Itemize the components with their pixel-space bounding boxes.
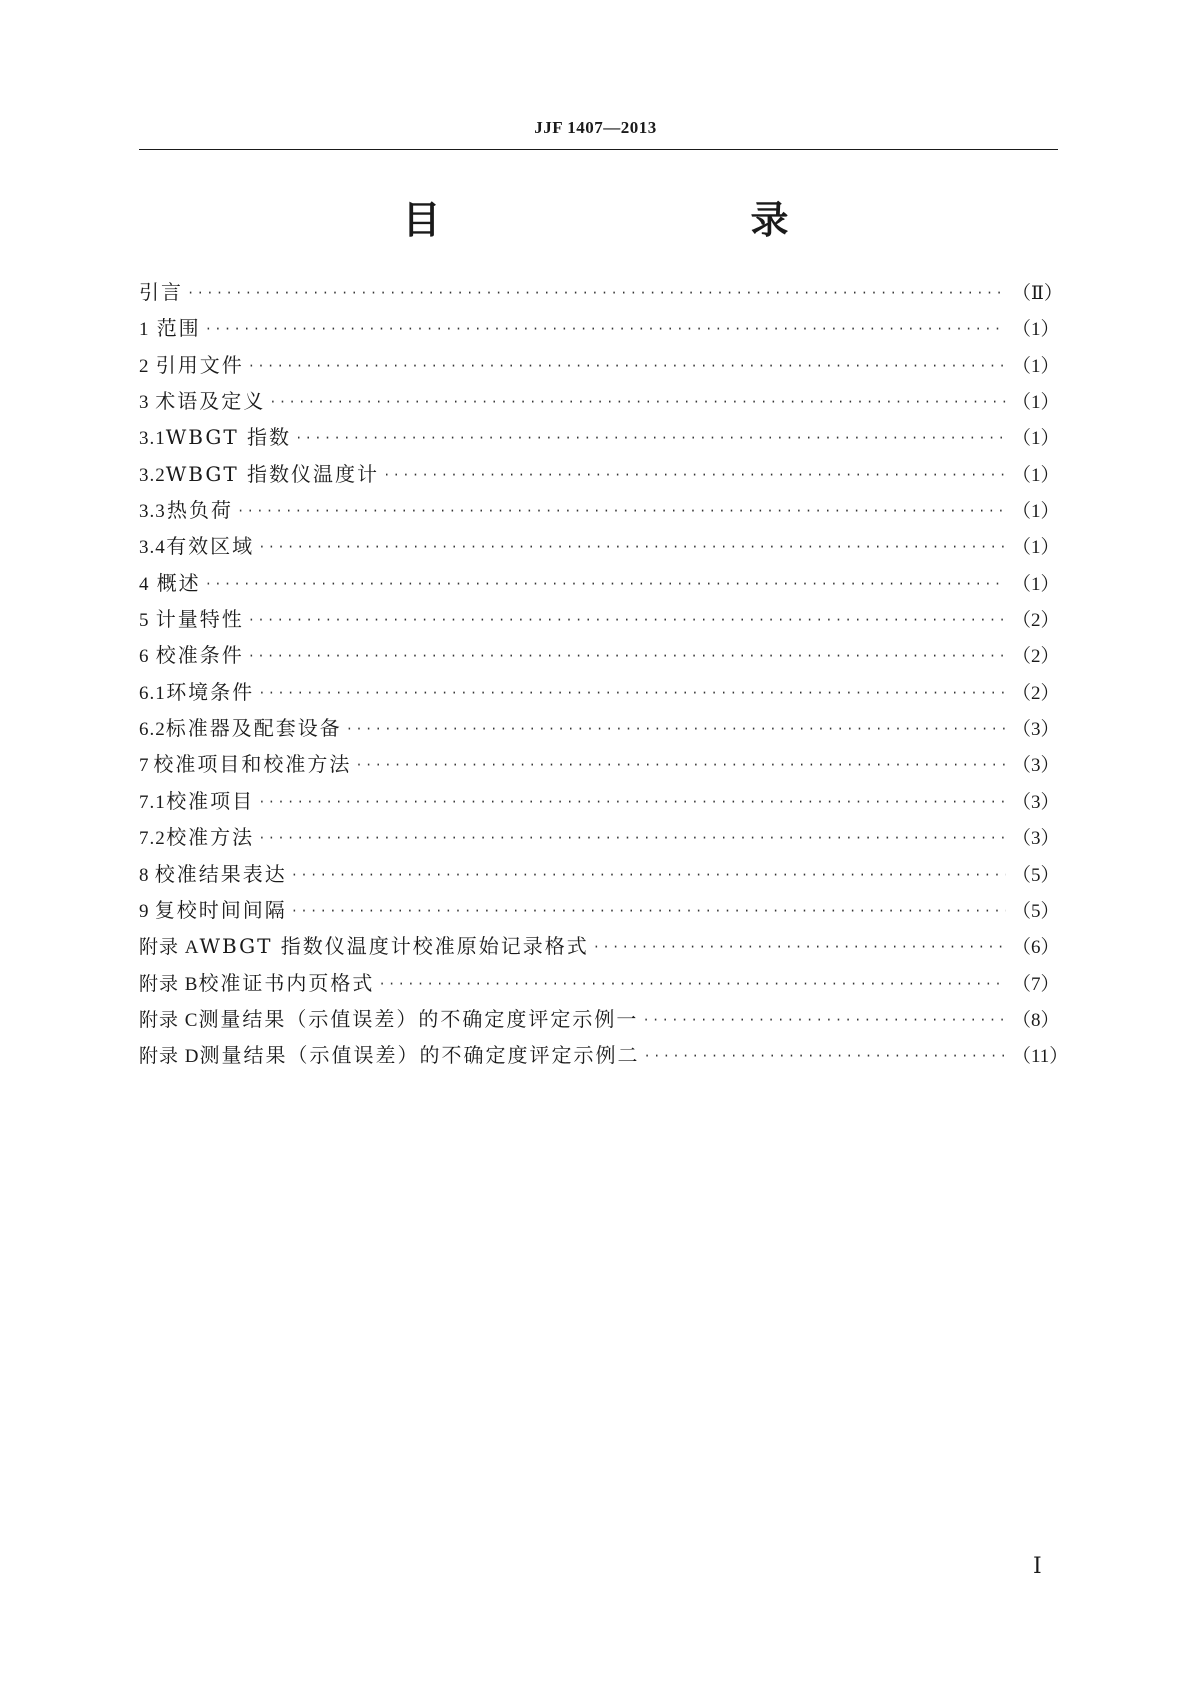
toc-entry-title: 校准项目和校准方法 [153,752,352,777]
toc-entry-title: 计量特性 [155,607,244,632]
toc-entry-page: （1） [1012,464,1060,486]
dot-leader [291,904,1006,918]
dot-leader [593,940,1006,954]
toc-entry-title: 环境条件 [166,679,255,704]
dot-leader [378,977,1006,991]
page-number: Ⅰ [1033,1553,1042,1578]
document-code: JJF 1407—2013 [534,118,657,137]
dot-leader [258,686,1006,700]
toc-entry-title: 校准项目 [166,788,255,813]
toc-entry-title: 校准条件 [155,643,244,668]
toc-entry-page: （1） [1012,573,1060,595]
toc-entry-title: 有效区域 [166,534,255,559]
toc-entry-title: 校准结果表达 [154,861,287,886]
toc-entry-number: 附录 D [139,1046,200,1068]
toc-entry[interactable] [139,567,1058,603]
toc-entry[interactable] [139,676,1058,712]
toc-entry[interactable] [139,421,1058,457]
toc-entry-page: （6） [1012,937,1060,959]
toc-entry-page: （1） [1012,537,1060,559]
toc-entry-number: 4 [139,573,150,595]
toc-entry[interactable] [139,639,1058,675]
toc-entry[interactable] [139,930,1058,966]
toc-entry-number: 5 [139,610,150,632]
toc-entry-number: 8 [139,864,150,886]
dot-leader [205,322,1006,336]
toc-entry-title: 引言 [139,280,183,304]
toc-entry-page: （2） [1012,610,1060,632]
toc-entry-number: 附录 A [139,937,200,959]
toc-entry-title: 校准方法 [166,825,255,850]
toc-entry-page: （1） [1012,501,1060,523]
dot-leader [248,359,1006,373]
page-title: 目 录 [402,198,867,242]
toc-entry-page: （3） [1012,828,1060,850]
dot-leader [205,577,1006,591]
dot-leader [355,758,1006,772]
toc-entry-page: （1） [1012,392,1060,414]
dot-leader [643,1049,1006,1063]
toc-entry[interactable] [139,458,1058,494]
toc-entry-number: 附录 B [139,973,199,995]
toc-entry-page: （Ⅱ） [1012,283,1063,304]
dot-leader [269,395,1006,409]
toc-entry-page: （5） [1012,900,1060,922]
dot-leader [642,1013,1006,1027]
toc-entry-page: （1） [1012,355,1060,377]
toc-entry-page: （8） [1012,1009,1060,1031]
toc-entry[interactable] [139,349,1058,385]
toc-entry-number: 附录 C [139,1009,199,1031]
header-rule [139,149,1058,150]
toc-entry-number: 7.1 [139,791,166,813]
toc-entry-number: 6.2 [139,719,166,741]
dot-leader [248,649,1006,663]
toc-entry-number: 2 [139,355,150,377]
toc-entry-number: 3.4 [139,537,166,559]
toc-entry[interactable] [139,821,1058,857]
toc-entry[interactable] [139,312,1058,348]
toc-entry-page: （5） [1012,864,1060,886]
dot-leader [248,613,1006,627]
dot-leader [258,540,1006,554]
toc-entry-title: 范围 [156,316,201,341]
toc-entry-page: （1） [1012,428,1060,450]
toc-entry[interactable] [139,494,1058,530]
toc-entry-number: 3 [139,392,150,414]
toc-entry-title: 测量结果（示值误差）的不确定度评定示例二 [199,1043,640,1068]
toc-entry-page: （1） [1012,319,1060,341]
toc-entry-number: 3.1 [139,428,166,450]
toc-entry-number: 6.1 [139,682,166,704]
dot-leader [291,868,1006,882]
toc-entry-title: WBGT 指数 [165,425,292,450]
toc-entry-page: （3） [1012,719,1060,741]
toc-entry-title: 复校时间间隔 [154,897,287,922]
toc-entry-number: 7 [139,755,150,777]
toc-entry-number: 9 [139,900,150,922]
toc-entry[interactable] [139,894,1058,930]
toc-entry[interactable] [139,785,1058,821]
toc-entry[interactable] [139,858,1058,894]
toc-entry[interactable] [139,967,1058,1003]
toc-entry-page: （2） [1012,682,1060,704]
toc-entry-title: 校准证书内页格式 [198,970,375,995]
toc-entry-page: （7） [1012,973,1060,995]
toc-entry-page: （2） [1012,646,1060,668]
dot-leader [295,431,1006,445]
toc-entry-title: 术语及定义 [155,389,266,414]
toc-entry-number: 3.3 [139,501,166,523]
toc-entry[interactable] [139,1003,1058,1039]
toc-entry-page: （11） [1012,1046,1069,1068]
toc-entry[interactable] [139,530,1058,566]
toc-entry-title: WBGT 指数仪温度计校准原始记录格式 [199,934,589,959]
toc-entry-title: 测量结果（示值误差）的不确定度评定示例一 [198,1006,639,1031]
toc-entry[interactable] [139,603,1058,639]
toc-entry-number: 1 [139,319,150,341]
toc-entry-title: 概述 [156,570,201,595]
toc-entry-title: 引用文件 [155,352,244,377]
toc-entry[interactable] [139,748,1058,784]
toc-entry-page: （3） [1012,755,1060,777]
dot-leader [258,831,1006,845]
toc-entry-title: 标准器及配套设备 [165,716,342,741]
toc-entry-number: 7.2 [139,828,166,850]
toc-entry-title: WBGT 指数仪温度计 [165,461,380,486]
toc-entry[interactable] [139,385,1058,421]
toc-entry-number: 6 [139,646,150,668]
dot-leader [346,722,1006,736]
toc-entry[interactable] [139,276,1063,312]
toc-entry-number: 3.2 [139,464,166,486]
toc-entry[interactable] [139,712,1058,748]
dot-leader [258,795,1006,809]
dot-leader [383,468,1006,482]
toc-entry-page: （3） [1012,791,1060,813]
toc-entry-title: 热负荷 [166,498,233,523]
dot-leader [187,286,1006,300]
toc-entry[interactable] [139,1039,1069,1075]
dot-leader [237,504,1006,518]
table-of-contents [139,276,1069,1076]
